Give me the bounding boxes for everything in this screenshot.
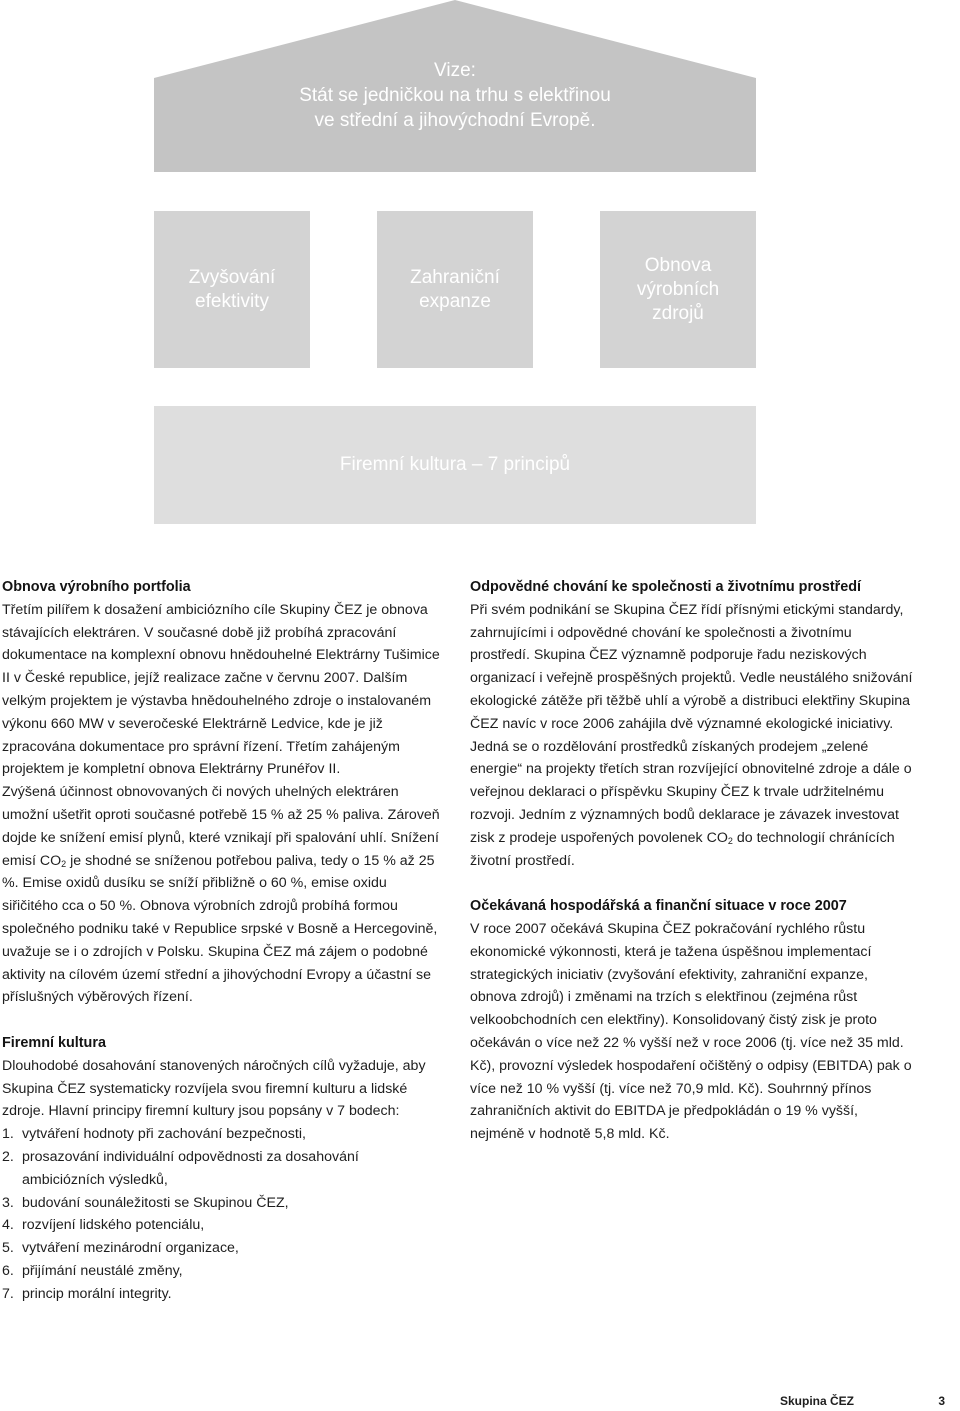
list-number: 6. xyxy=(2,1262,14,1279)
page-footer xyxy=(780,1394,945,1408)
heading-portfolio-renewal: Obnova výrobního portfolia xyxy=(2,579,191,595)
paragraph-portfolio-2a: Zvýšená účinnost obnovovaných či nových uhelných elektráren umožní ušetřit oproti současné potřebě 15 % až 25 % paliva. Zároveň dojde ke snížení emisí plynů, které vznikají při spalování uhlí. Snížení emisí CO xyxy=(2,784,440,869)
paragraph-responsibility-b: do technologií chránících životní prostředí. xyxy=(470,829,895,869)
paragraph-culture: Dlouhodobé dosahování stanovených náročných cílů vyžaduje, aby Skupina ČEZ systematicky rozvíjela svou firemní kulturu a lidské zdroje. Hlavní principy firemní kultury jsou popsány v 7 bodech: xyxy=(2,1057,426,1120)
heading-responsible-behavior: Odpovědné chování ke společnosti a životnímu prostředí xyxy=(470,579,862,595)
pillar-efficiency xyxy=(154,211,310,368)
pillar-expansion-line-1: Zahraniční xyxy=(410,266,500,288)
heading-expected-situation: Očekávaná hospodářská a finanční situace v roce 2007 xyxy=(470,898,847,915)
culture-base xyxy=(154,406,756,524)
pillar-efficiency-line-2: efektivity xyxy=(195,290,269,312)
list-text: vytváření mezinárodní organizace, xyxy=(22,1240,239,1257)
co2-subscript: 2 xyxy=(61,858,67,869)
list-item xyxy=(2,1237,442,1260)
list-number: 1. xyxy=(2,1126,14,1143)
list-number: 5. xyxy=(2,1240,14,1257)
principles-list xyxy=(2,1123,442,1305)
list-text: princip morální integrity. xyxy=(22,1285,172,1302)
list-text: vytváření hodnoty při zachování bezpečnosti, xyxy=(22,1126,306,1143)
pillar-expansion xyxy=(377,211,533,368)
pillar-renewal-line-1: Obnova xyxy=(644,254,712,276)
list-number: 3. xyxy=(2,1194,14,1211)
paragraph-portfolio-2 xyxy=(2,781,442,1009)
list-item xyxy=(2,1260,442,1283)
footer-company: Skupina ČEZ xyxy=(780,1394,855,1408)
list-number: 4. xyxy=(2,1217,14,1234)
list-text: budování sounáležitosti se Skupinou ČEZ, xyxy=(22,1194,289,1211)
list-text: přijímání neustálé změny, xyxy=(22,1262,183,1279)
paragraph-portfolio-1: Třetím pilířem k dosažení ambiciózního cíle Skupiny ČEZ je obnova stávajících elektráren. V současné době již probíhá zpracování dokumentace na komplexní obnovu hnědouhelné Elektrárny Tušimice II v České republice, jejíž realizace začne v červnu 2007. Dalším velkým projektem je výstavba hnědouhelného zdroje o instalovaném výkonu 660 MW v severočeské Elektrárně Ledvice, kde je již zpracována dokumentace pro správní řízení. Třetím zahájeným projektem je kompletní obnova Elektrárny Prunéřov II. xyxy=(2,601,440,778)
paragraph-responsibility-a: Při svém podnikání se Skupina ČEZ řídí přísnými etickými standardy, zahrnujícími i odpovědné chování ke společnosti a životnímu prostředí. Skupina ČEZ významně podporuje řadu neziskových organizací i veřejně prospěšných projektů. Vedle neustálého snižování ekologické zátěže při těžbě uhlí a výrobě a distribuci elektřiny Skupina ČEZ navíc v roce 2006 zahájila dvě významné ekologické iniciativy. Jedná se o rozdělování prostředků získaných prodejem „zelené energie“ na projekty třetích stran rozvíjející obnovitelné zdroje a dále o veřejnou deklaraci o příspěvku Skupiny ČEZ k trvale udržitelnému rozvoji. Jedním z významných bodů deklarace je závazek investovat zisk z prodeje uspořených povolenek CO xyxy=(470,601,913,846)
pillar-efficiency-line-1: Zvyšování xyxy=(188,266,276,288)
left-column xyxy=(2,576,442,1306)
vision-line-2: Stát se jedničkou na trhu s elektřinou xyxy=(299,85,611,106)
list-item xyxy=(2,1214,442,1237)
paragraph-portfolio-2b: je shodné se sníženou potřebou paliva, tedy o 15 % až 25 %. Emise oxidů dusíku se sníží přibližně o 60 %, emise oxidu siřičitého cca o 50 %. Obnova výrobních zdrojů probíhá formou společného podniku také v Republice srpské v Bosně a Hercegovině, uvažuje se i o zdrojích v Polsku. Skupina ČEZ má zájem o podobné aktivity na cílovém území střední a jihovýchodní Evropy a účastní se příslušných výběrových řízení. xyxy=(2,852,438,1006)
list-text: prosazování individuální odpovědnosti za dosahování ambiciózních výsledků, xyxy=(22,1148,359,1188)
vision-text xyxy=(154,58,756,133)
heading-corporate-culture: Firemní kultura xyxy=(2,1034,106,1051)
list-number: 2. xyxy=(2,1148,14,1165)
page-number: 3 xyxy=(938,1394,945,1408)
vision-roof xyxy=(154,0,756,172)
right-column xyxy=(470,576,915,1146)
list-item xyxy=(2,1123,442,1146)
pillar-renewal-line-3: zdrojů xyxy=(652,302,704,324)
co2-subscript: 2 xyxy=(727,835,733,846)
paragraph-outlook: V roce 2007 očekává Skupina ČEZ pokračování rychlého růstu ekonomické výkonnosti, která je tažena úspěšnou implementací strategických iniciativ (zvyšování efektivity, zahraniční expanze, obnova zdrojů) i změnami na trzích s elektřinou (zejména růst velkoobchodních cen elektřiny). Konsolidovaný čistý zisk je proto očekáván o více než 22 % vyšší než v roce 2006 (tj. více než 35 mld. Kč), provozní výsledek hospodaření očištěný o odpisy (EBITDA) pak o více než 10 % vyšší (tj. více než 70,9 mld. Kč). Souhrnný přínos zahraničních aktivit do EBITDA je předpokládán o 19 % vyšší, nejméně v hodnotě 5,8 mld. Kč. xyxy=(470,920,912,1143)
list-item xyxy=(2,1283,442,1306)
culture-base-label: Firemní kultura – 7 principů xyxy=(339,454,571,475)
pillar-renewal xyxy=(600,211,756,368)
vision-line-1: Vize: xyxy=(434,60,476,81)
list-number: 7. xyxy=(2,1285,14,1302)
strategy-diagram xyxy=(0,0,960,530)
pillar-renewal-line-2: výrobních xyxy=(636,278,720,300)
vision-line-3: ve střední a jihovýchodní Evropě. xyxy=(314,110,596,131)
pillar-expansion-line-2: expanze xyxy=(419,290,491,312)
paragraph-responsibility xyxy=(470,599,915,873)
list-item xyxy=(2,1192,442,1215)
list-item xyxy=(2,1146,442,1192)
list-text: rozvíjení lidského potenciálu, xyxy=(22,1217,205,1234)
